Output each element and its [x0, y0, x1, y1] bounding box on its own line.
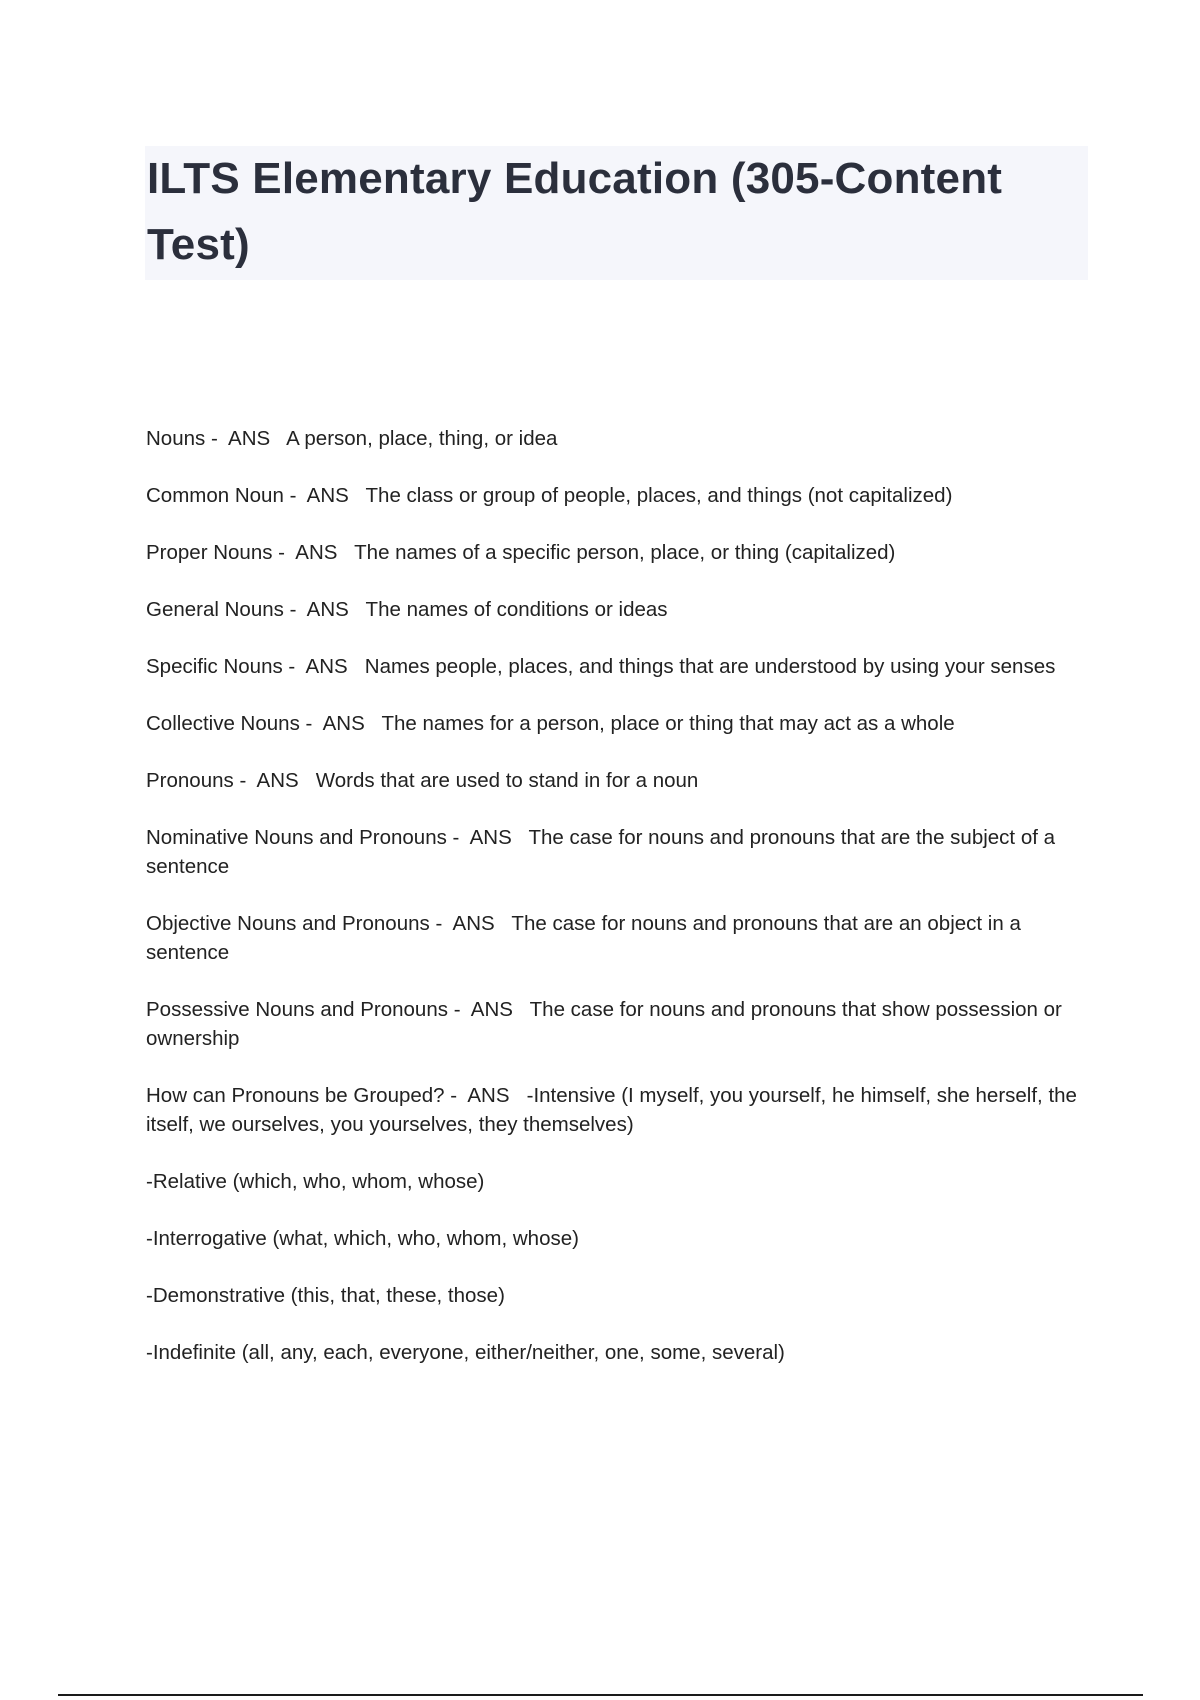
entry-answer: The names for a person, place or thing that may act as a whole: [381, 712, 955, 735]
flashcard-entry: [146, 424, 1091, 453]
flashcard-list: [146, 424, 1091, 1395]
answer-continuation-line: -Indefinite (all, any, each, everyone, either/neither, one, some, several): [146, 1341, 785, 1364]
entry-separator: - ANS: [429, 912, 512, 935]
entry-term: Possessive Nouns and Pronouns: [146, 998, 448, 1021]
entry-separator: - ANS: [233, 769, 316, 792]
entry-separator: - ANS: [282, 655, 365, 678]
entry-term: Nouns: [146, 427, 206, 450]
entry-separator: - ANS: [205, 427, 287, 450]
flashcard-entry: [146, 1081, 1091, 1139]
page-bottom-divider: [58, 1694, 1143, 1696]
flashcard-entry: [146, 909, 1091, 967]
entry-answer: Names people, places, and things that are understood by using your senses: [364, 655, 1056, 678]
entry-separator: - ANS: [444, 1084, 527, 1107]
entry-answer: The case for nouns and pronouns that show possession or ownership: [146, 998, 1062, 1050]
flashcard-entry: [146, 481, 1091, 510]
entry-term: How can Pronouns be Grouped?: [146, 1084, 445, 1107]
entry-answer: Words that are used to stand in for a noun: [315, 769, 699, 792]
entry-answer: The class or group of people, places, and things (not capitalized): [365, 484, 953, 507]
entry-answer: The names of a specific person, place, or thing (capitalized): [354, 541, 896, 564]
flashcard-entry: [146, 995, 1091, 1053]
entry-term: Pronouns: [146, 769, 234, 792]
answer-continuation-line: -Relative (which, who, whom, whose): [146, 1170, 485, 1193]
entry-term: General Nouns: [146, 598, 284, 621]
entry-separator: - ANS: [299, 712, 382, 735]
title-block: [145, 146, 1088, 280]
flashcard-entry: [146, 766, 1091, 795]
flashcard-entry: [146, 538, 1091, 567]
entry-term: Specific Nouns: [146, 655, 283, 678]
entry-separator: - ANS: [283, 484, 366, 507]
flashcard-entry: [146, 652, 1091, 681]
entry-answer: The case for nouns and pronouns that are an object in a sentence: [146, 912, 1021, 964]
entry-term: Objective Nouns and Pronouns: [146, 912, 430, 935]
entry-term: Proper Nouns: [146, 541, 273, 564]
entry-answer: -Intensive (I myself, you yourself, he himself, she herself, the itself, we ourselves, you yourselves, they themselves): [146, 1084, 1077, 1136]
entry-term: Common Noun: [146, 484, 284, 507]
entry-answer: A person, place, thing, or idea: [286, 427, 558, 450]
flashcard-entry: [146, 709, 1091, 738]
answer-continuation-line: -Demonstrative (this, that, these, those): [146, 1284, 505, 1307]
entry-separator: - ANS: [446, 826, 529, 849]
entry-separator: - ANS: [448, 998, 530, 1021]
page-title: ILTS Elementary Education (305-Content Test): [147, 154, 1003, 269]
flashcard-entry: [146, 595, 1091, 624]
entry-term: Nominative Nouns and Pronouns: [146, 826, 447, 849]
entry-separator: - ANS: [283, 598, 366, 621]
answer-continuation-line: -Interrogative (what, which, who, whom, whose): [146, 1227, 579, 1250]
entry-term: Collective Nouns: [146, 712, 300, 735]
flashcard-entry: [146, 823, 1091, 881]
entry-separator: - ANS: [272, 541, 355, 564]
entry-answer: The case for nouns and pronouns that are the subject of a sentence: [146, 826, 1056, 878]
entry-answer: The names of conditions or ideas: [365, 598, 668, 621]
